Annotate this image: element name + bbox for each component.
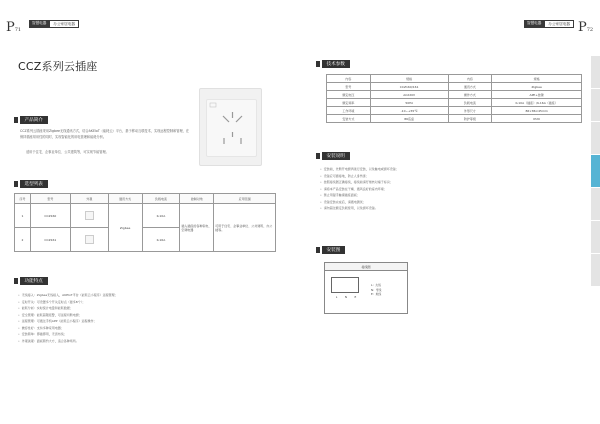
right-page-number: P72 [578,20,594,35]
right-breadcrumb [524,20,574,28]
socket-holes-icon [207,100,258,158]
table-row: 1 CCZ160 Zigbee K-10A 插入插座的各种家电、空调电器 可用于住宅、企事业单位、公共建筑、办公楼等。 [15,204,276,228]
side-tab[interactable] [591,89,600,121]
section-marker-icon [316,61,320,67]
list-item: • 设备安装完成后，请通电测试； [320,199,399,206]
list-item: • 定时开关：可设置多个开关定时点（最多8个）； [18,299,118,306]
socket-face [206,99,257,157]
section-params-header: 技术参数 [316,60,350,68]
col-header-current: 负载电流 [142,194,180,204]
thumb-socket-icon [70,204,108,228]
side-tab[interactable] [591,188,600,220]
list-item: • 远程管理：可通过手机APP（能耗云小程序）远程操作； [18,318,118,325]
list-item: • 安全管理：能耗超限报警，可远程切断电源； [18,312,118,319]
section-marker-icon [316,247,320,253]
table-row: 工作环境 -10~+55℃ 外形尺寸 86×86×45mm [327,107,582,115]
list-item: • 请将本产品安装在干燥、通风良好的室内环境； [320,186,399,193]
section-marker-icon [14,117,18,123]
breadcrumb-subcategory: 办公家居电器 [544,20,574,28]
table-row: 2 CCZ161 K-16A [15,228,276,252]
side-tabs [591,56,600,287]
side-tab[interactable] [591,122,600,154]
terminal-block-icon [331,277,359,293]
col-header-comm: 通讯方式 [108,194,142,204]
col-header-no: 序号 [15,194,31,204]
section-marker-icon [14,181,18,187]
side-tab[interactable] [591,56,600,88]
side-tab[interactable] [591,221,600,253]
col-header-model: 型号 [30,194,70,204]
wiring-diagram: 接线图 L N E L：火线 N：零线 E：地线 [324,262,408,314]
section-marker-icon [14,278,18,284]
features-list [18,292,118,344]
section-install-header: 安装说明 [316,152,350,160]
list-item: • 按照接线图正确接线，接线前请仔细核对端子标识； [320,179,399,186]
breadcrumb-subcategory: 办公家居电器 [49,20,79,28]
list-item: • 无线接入：Zigbee无线接入，AKEIoT平台（能耗云小程序）远程管理； [18,292,118,299]
col-header-scope: 应用范围 [214,194,276,204]
install-list [320,166,399,212]
intro-paragraph-2: 适用于住宅、企事业单位、公共建筑等，可实现节能管理。 [26,150,109,154]
selection-table [14,193,276,252]
socket-photo [199,88,262,166]
table-row: 额定电压 AC220V 操作方式 APP+按键 [327,91,582,99]
list-item: • 安装前，先断开电源再进行安装，以免触电或损坏设备； [320,166,399,173]
col-header-target: 控制对象 [180,194,214,204]
section-intro-header: 产品简介 [14,116,48,124]
list-item: • 安装简单：即插即用，无需布线； [18,331,118,338]
table-row: 型号 CCZ160/161 通讯方式 Zigbee [327,83,582,91]
col-header-appearance: 外观 [70,194,108,204]
list-item: • 设备应可靠接地，防止人身伤害； [320,173,399,180]
intro-paragraph-1: CCZ系列云插座采用Zigbee无线通讯方式，结合AKEIoT（能耗云）平台，基于移动互联技术，实现远程控制和管理，在保持插座易用性的同时，实现智能化的用电管理和能耗分析。 [20,129,190,139]
left-breadcrumb [29,20,79,28]
params-table: 内容 规格 内容 规格 型号 CCZ160/161 通讯方式 Zigbee 额定电压 AC220V 操作方式 APP+按键 额定频率 50Hz 负载电流 K-10A（插座）/K-16A（插座） 工作环境 -10~+55℃ 外形尺寸 86×86×45mm 安装方式 86底盒 防护等级 IP20 [326,74,582,123]
breadcrumb-category: 智慧电器 [524,20,544,28]
breadcrumb-category: 智慧电器 [29,20,49,28]
table-row: 额定频率 50Hz 负载电流 K-10A（插座）/K-16A（插座） [327,99,582,107]
side-tab-active[interactable] [591,155,600,187]
section-features-header: 功能特点 [14,277,48,285]
list-item: • 禁止用湿手触摸插座面板； [320,192,399,199]
list-item: • 兼容性好：支持多种家用电器； [18,325,118,332]
section-marker-icon [316,153,320,159]
thumb-socket-icon [70,228,108,252]
list-item: • 能耗分析：实时统计电量和能耗数据； [18,305,118,312]
side-tab[interactable] [591,254,600,286]
wiring-box-title: 接线图 [325,263,407,271]
list-item: • 外观美观：面板简约大方，适合各种场所。 [18,338,118,345]
page-title: CCZ系列云插座 [18,60,98,73]
section-wiring-header: 安装图 [316,246,345,254]
list-item: • 请勿超过额定负载使用，以免损坏设备。 [320,205,399,212]
section-selection-header: 选型列表 [14,180,48,188]
left-page-number: P71 [6,20,22,35]
table-row: 安装方式 86底盒 防护等级 IP20 [327,115,582,123]
